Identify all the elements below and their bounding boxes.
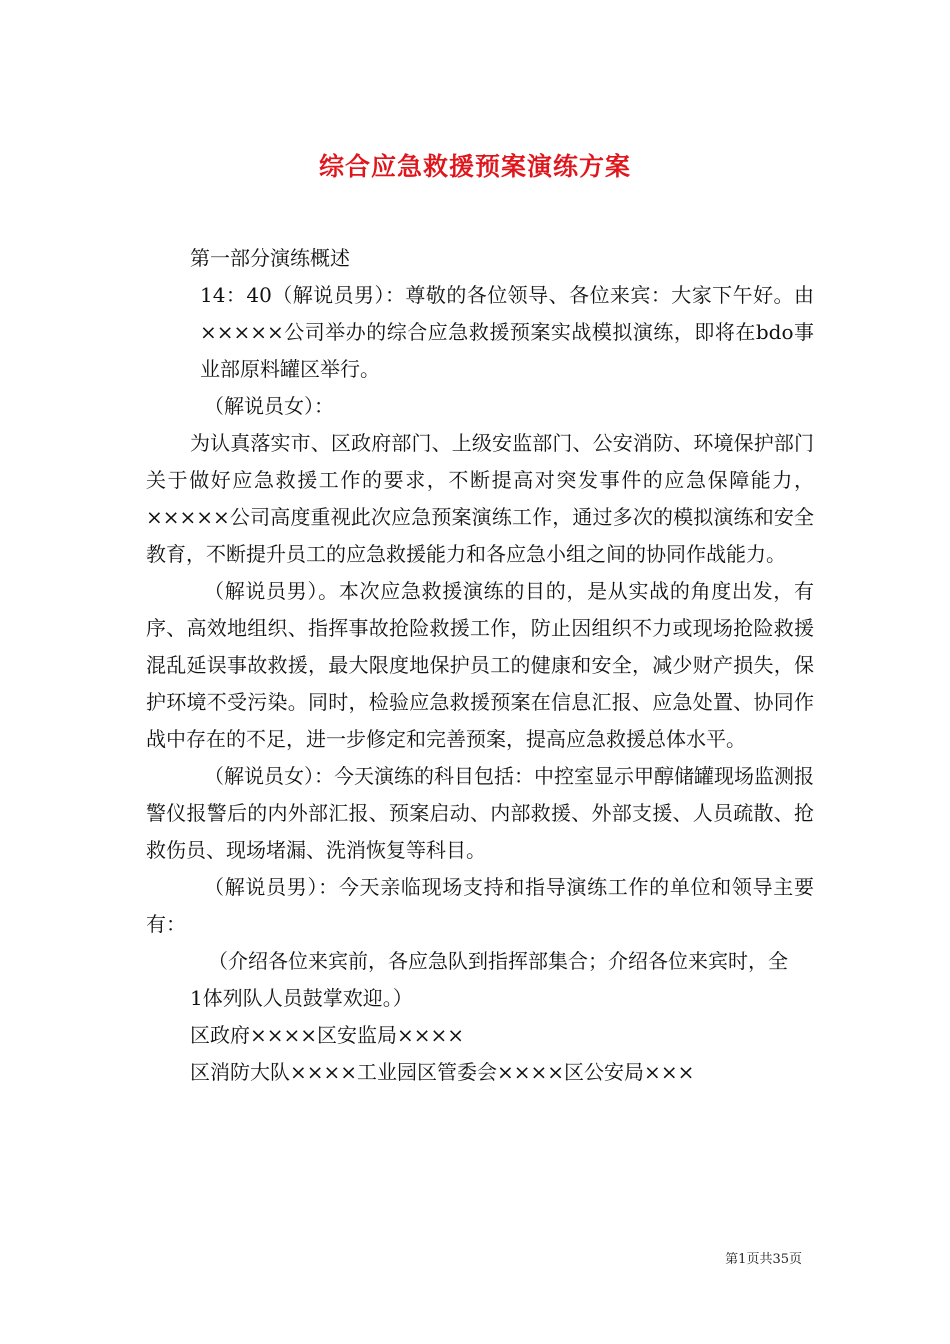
paragraph-opening bbox=[146, 277, 814, 388]
document-body bbox=[146, 240, 814, 1091]
paragraph-guests-note: （介绍各位来宾前，各应急队到指挥部集合；介绍各位来宾时，全 bbox=[208, 949, 788, 973]
page-number: 第1页共35页 bbox=[725, 1252, 802, 1267]
paragraph-subjects: （解说员女）：今天演练的科目包括：中控室显示甲醇储罐现场监测报警仪报警后的内外部汇报、预案启动、内部救援、外部支援、人员疏散、抢救伤员、现场堵漏、洗消恢复等科目。 bbox=[146, 764, 814, 862]
paragraph-guests-note-cont: 1体列队人员鼓掌欢迎。） bbox=[190, 986, 413, 1010]
guest-list-line-1: 区政府××××区安监局×××× bbox=[190, 1023, 465, 1047]
guest-list-line-2: 区消防大队××××工业园区管委会××××区公安局××× bbox=[190, 1060, 695, 1084]
section-heading: 第一部分演练概述 bbox=[190, 246, 350, 270]
paragraph-background: 为认真落实市、区政府部门、上级安监部门、公安消防、环境保护部门关于做好应急救援工作的要求，不断提高对突发事件的应急保障能力，×××××公司高度重视此次应急预案演练工作，通过多次的模拟演练和安全教育，不断提升员工的应急救援能力和各应急小组之间的协同作战能力。 bbox=[146, 431, 814, 566]
paragraph-speaker-female: （解说员女）： bbox=[204, 394, 334, 418]
paragraph-purpose: （解说员男）。本次应急救援演练的目的，是从实战的角度出发，有序、高效地组织、指挥事故抢险救援工作，防止因组织不力或现场抢险救援混乱延误事故救援，最大限度地保护员工的健康和安全，减少财产损失，保护环境不受污染。同时，检验应急救援预案在信息汇报、应急处置、协同作战中存在的不足，进一步修定和完善预案，提高应急救援总体水平。 bbox=[146, 579, 814, 751]
paragraph-guests-intro: （解说员男）：今天亲临现场支持和指导演练工作的单位和领导主要有： bbox=[146, 875, 814, 936]
document-title: 综合应急救援预案演练方案 bbox=[318, 151, 631, 181]
paragraph-opening-text: 14：40（解说员男）：尊敬的各位领导、各位来宾：大家下午好。由×××××公司举办的综合应急救援预案实战模拟演练，即将在bdo事业部原料罐区举行。 bbox=[200, 283, 814, 381]
